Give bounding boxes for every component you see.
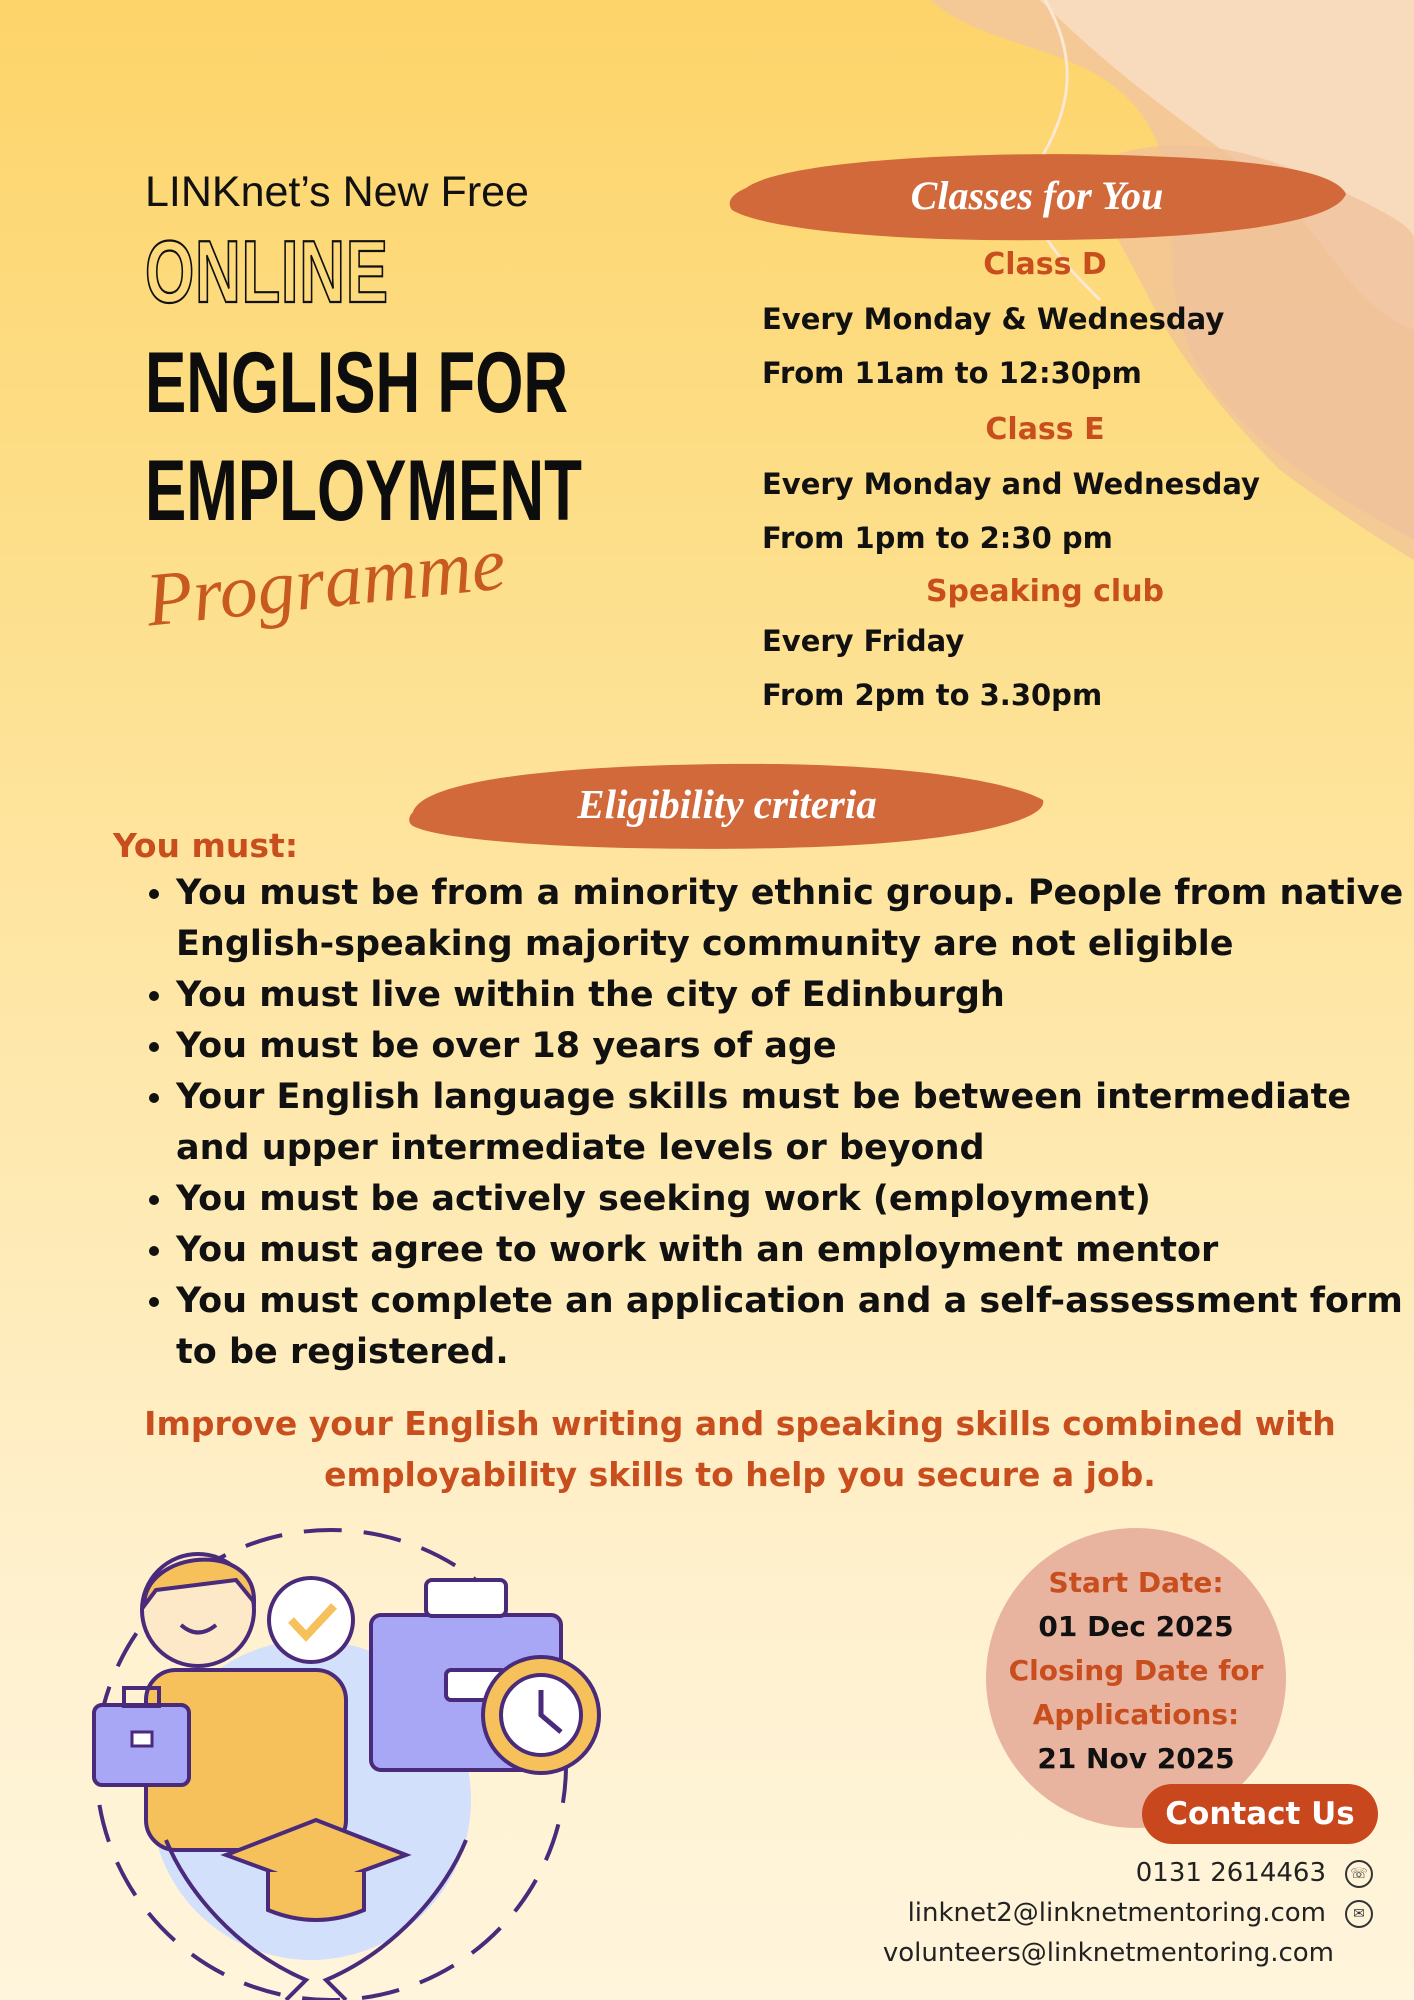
list-item: • You must be actively seeking work (employment) — [176, 1174, 1406, 1225]
eligibility-heading: Eligibility criteria — [577, 781, 877, 827]
start-date-label: Start Date: — [1048, 1566, 1224, 1599]
programme-script: Programme — [142, 521, 510, 643]
title-employment: EMPLOYMENT — [145, 443, 582, 539]
dates-circle — [986, 1528, 1286, 1828]
employment-illustration — [86, 1510, 606, 2000]
speaking-club-time: From 2pm to 3.30pm — [762, 678, 1103, 712]
closing-date-label: Closing Date for — [1008, 1654, 1264, 1687]
list-item: • Your English language skills must be between intermediate and upper intermediate levels or beyond — [176, 1072, 1406, 1174]
classes-heading-pill — [726, 150, 1348, 242]
speaking-club-title: Speaking club — [925, 574, 1165, 609]
phone-icon: ☏ — [1345, 1860, 1373, 1888]
eligibility-heading-pill — [403, 760, 1051, 852]
mail-icon: ✉ — [1345, 1900, 1373, 1928]
classes-heading: Classes for You — [910, 173, 1164, 218]
list-item: • You must be over 18 years of age — [176, 1021, 1406, 1072]
eligibility-list — [140, 868, 1406, 1378]
contact-email-1[interactable]: linknet2@linknetmentoring.com — [907, 1898, 1326, 1928]
list-item: • You must live within the city of Edinburgh — [176, 970, 1406, 1021]
improve-line-2: employability skills to help you secure a job. — [324, 1455, 1156, 1494]
subtitle-new-free: LINKnet’s New Free — [145, 168, 529, 216]
class-e-time: From 1pm to 2:30 pm — [762, 521, 1113, 555]
class-d-days: Every Monday & Wednesday — [762, 302, 1225, 336]
contact-phone[interactable]: 0131 2614463 — [1135, 1858, 1326, 1888]
class-e-days: Every Monday and Wednesday — [762, 467, 1260, 501]
list-item: • You must be from a minority ethnic group. People from native English-speaking majority community are not eligible — [176, 868, 1406, 970]
closing-date-value: 21 Nov 2025 — [1037, 1742, 1235, 1775]
you-must-label: You must: — [113, 826, 299, 865]
class-e-title: Class E — [985, 412, 1105, 447]
title-english-for: ENGLISH FOR — [145, 335, 569, 431]
speaking-club-days: Every Friday — [762, 624, 965, 658]
contact-email-2[interactable]: volunteers@linknetmentoring.com — [882, 1938, 1334, 1968]
title-online: ONLINE — [145, 222, 389, 321]
class-d-time: From 11am to 12:30pm — [762, 356, 1142, 390]
list-item: • You must complete an application and a self-assessment form to be registered. — [176, 1276, 1406, 1378]
contact-us-button[interactable]: Contact Us — [1142, 1784, 1378, 1844]
improve-message — [130, 1398, 1350, 1500]
list-item: • You must agree to work with an employment mentor — [176, 1225, 1406, 1276]
improve-line-1: Improve your English writing and speaking skills combined with — [144, 1404, 1336, 1443]
closing-date-label-2: Applications: — [1032, 1698, 1240, 1731]
class-d-title: Class D — [983, 247, 1107, 282]
start-date-value: 01 Dec 2025 — [1038, 1610, 1234, 1643]
